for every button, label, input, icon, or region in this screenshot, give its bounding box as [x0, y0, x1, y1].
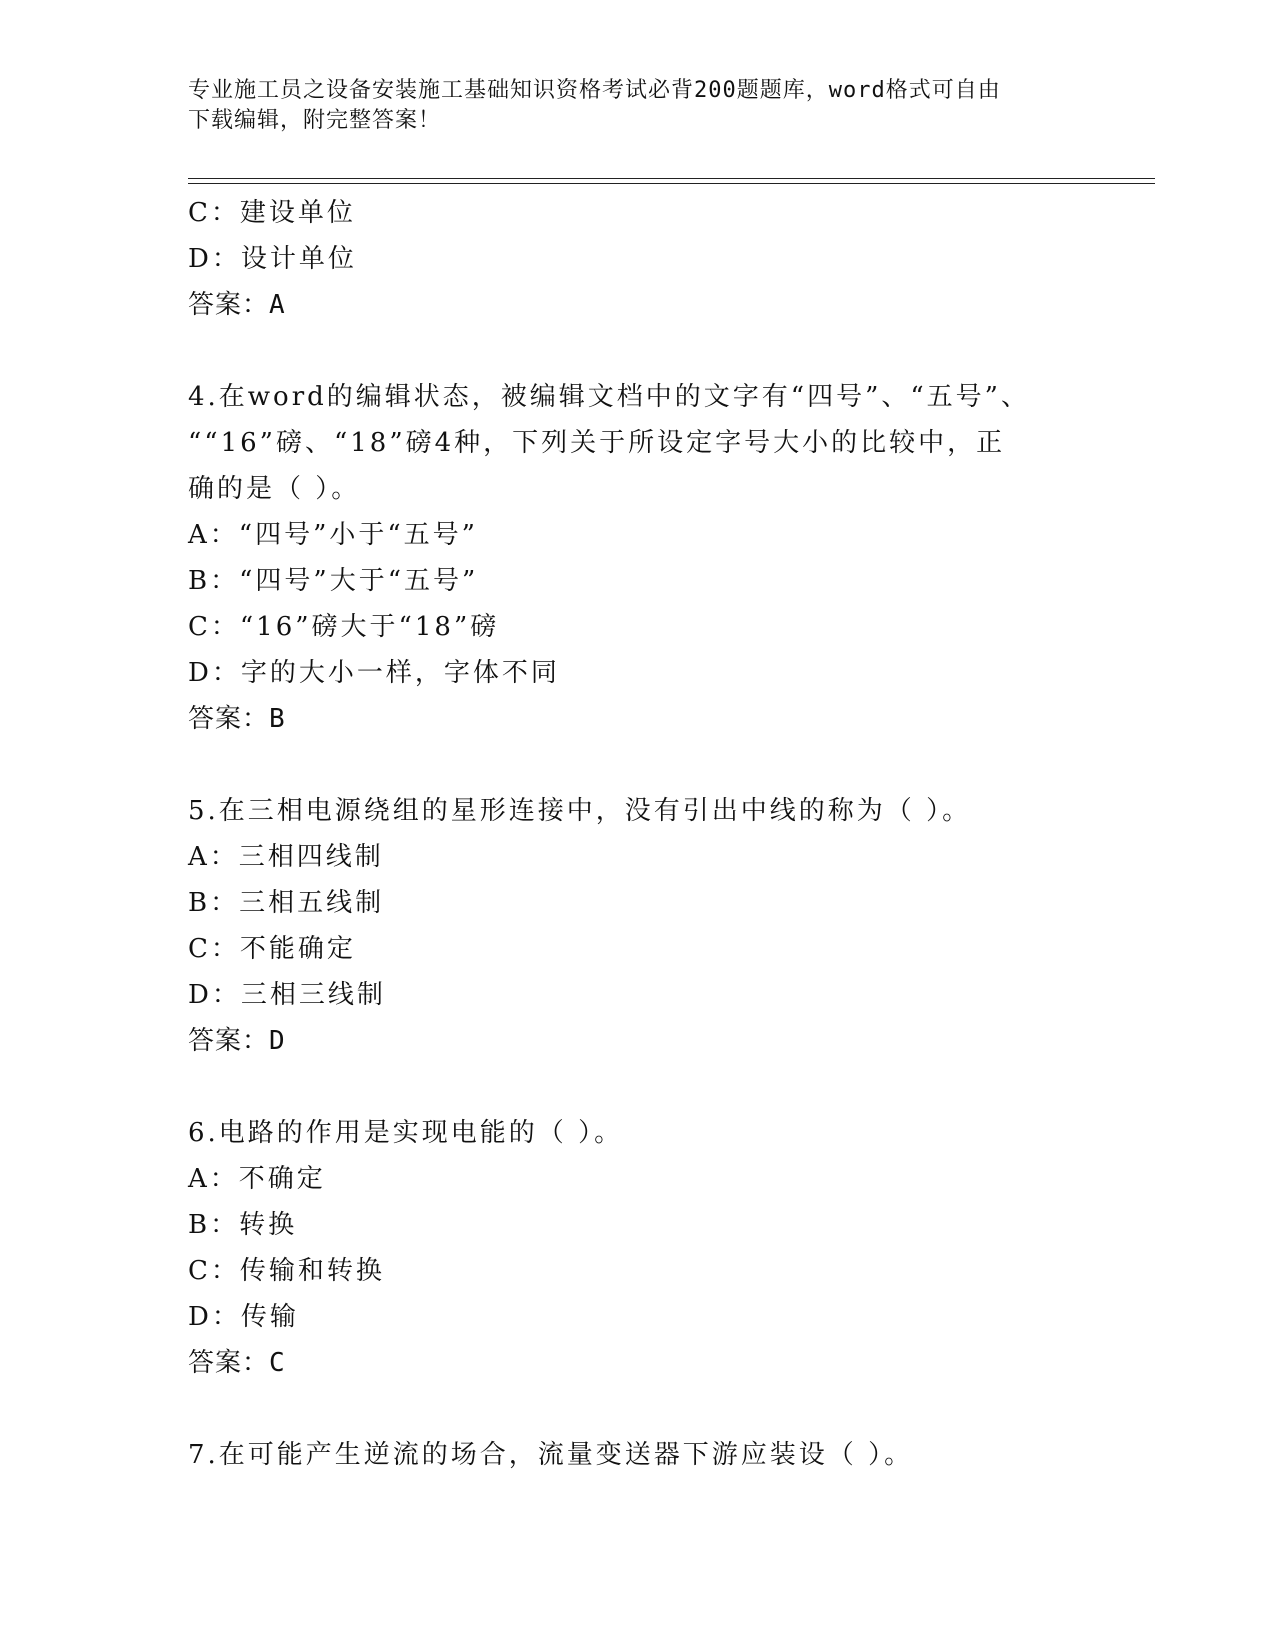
answer: 答案：D	[188, 1026, 286, 1056]
header-divider	[188, 178, 1155, 184]
option-c: C：传输和转换	[188, 1256, 385, 1286]
option-d: D：字的大小一样，字体不同	[188, 658, 560, 688]
question-text: 7.在可能产生逆流的场合，流量变送器下游应装设（ ）。	[188, 1440, 914, 1470]
question-block-5	[188, 788, 1088, 1064]
header-line-1: 专业施工员之设备安装施工基础知识资格考试必背200题题库，word格式可自由	[188, 78, 1001, 103]
option-a: A：不确定	[188, 1164, 326, 1194]
question-block-7	[188, 1432, 1088, 1478]
option-b: B：三相五线制	[188, 888, 385, 918]
header-line-2: 下载编辑，附完整答案！	[188, 108, 442, 133]
option-d: D：三相三线制	[188, 980, 386, 1010]
option-d: D：设计单位	[188, 244, 357, 274]
option-c: C：建设单位	[188, 198, 356, 228]
spacer	[188, 1064, 1088, 1110]
document-body	[188, 190, 1088, 1478]
spacer	[188, 742, 1088, 788]
option-a: A：三相四线制	[188, 842, 384, 872]
page-header	[188, 76, 1088, 136]
question-text: 确的是（ ）。	[188, 474, 361, 504]
option-c: C：不能确定	[188, 934, 356, 964]
option-b: B：“四号”大于“五号”	[188, 566, 479, 596]
option-c: C：“16”磅大于“18”磅	[188, 612, 500, 642]
spacer	[188, 328, 1088, 374]
question-text: 5.在三相电源绕组的星形连接中，没有引出中线的称为（ ）。	[188, 796, 972, 826]
spacer	[188, 1386, 1088, 1432]
question-block-6	[188, 1110, 1088, 1386]
answer: 答案：C	[188, 1348, 286, 1378]
question-text: 4.在word的编辑状态，被编辑文档中的文字有“四号”、“五号”、	[188, 382, 1030, 412]
option-d: D：传输	[188, 1302, 299, 1332]
question-block-3	[188, 190, 1088, 328]
question-text: ““16”磅、“18”磅4种，下列关于所设定字号大小的比较中，正	[188, 428, 1006, 458]
question-text: 6.电路的作用是实现电能的（ ）。	[188, 1118, 624, 1148]
option-a: A：“四号”小于“五号”	[188, 520, 478, 550]
answer: 答案：A	[188, 290, 286, 320]
answer: 答案：B	[188, 704, 286, 734]
question-block-4	[188, 374, 1088, 742]
option-b: B：转换	[188, 1210, 298, 1240]
